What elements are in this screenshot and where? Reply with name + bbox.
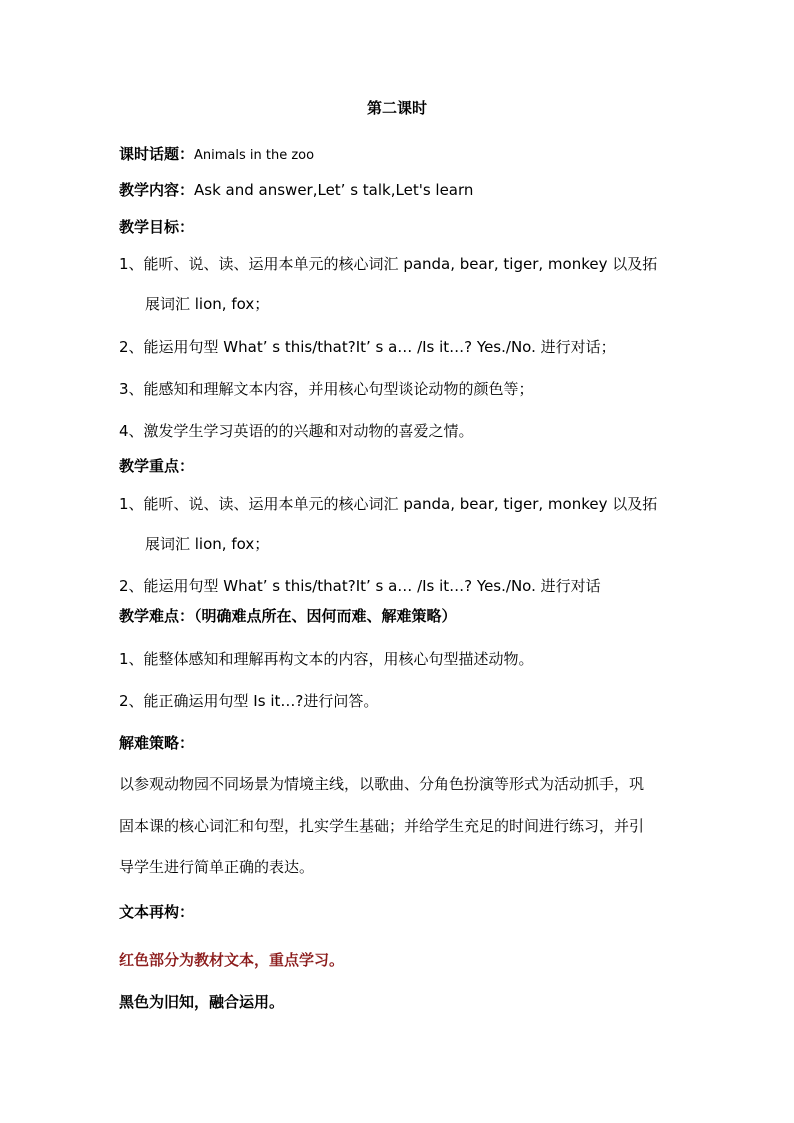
objective-item: 2、能运用句型 What’ s this/that?It’ s a… /Is it…? Yes./No. 进行对话； [119, 338, 616, 356]
strategy-line: 固本课的核心词汇和句型，扎实学生基础；并给学生充足的时间进行练习，并引 [119, 817, 645, 835]
rebuild-red-note: 红色部分为教材文本，重点学习。 [119, 951, 345, 969]
objective-item: 1、能听、说、读、运用本单元的核心词汇 panda, bear, tiger, monkey 以及拓 [119, 255, 658, 273]
strategy-heading: 解难策略： [119, 734, 195, 752]
lesson-title: 第二课时 [366, 99, 427, 117]
content-line [119, 180, 473, 200]
difficulty-item: 1、能整体感知和理解再构文本的内容，用核心句型描述动物。 [119, 650, 534, 668]
strategy-line: 以参观动物园不同场景为情境主线，以歌曲、分角色扮演等形式为活动抓手，巩 [119, 775, 645, 793]
objectives-heading: 教学目标： [119, 218, 195, 236]
difficulties-heading: 教学难点：（明确难点所在、因何而难、解难策略） [119, 607, 457, 625]
topic-value: Animals in the zoo [194, 148, 315, 163]
topic-line [119, 144, 314, 166]
key-point-item: 2、能运用句型 What’ s this/that?It’ s a… /Is it…? Yes./No. 进行对话 [119, 577, 601, 595]
rebuild-black-note: 黑色为旧知，融合运用。 [119, 993, 285, 1011]
key-point-item: 1、能听、说、读、运用本单元的核心词汇 panda, bear, tiger, monkey 以及拓 [119, 495, 658, 513]
key-point-item: 展词汇 lion, fox； [145, 535, 270, 553]
content-value: Ask and answer,Let’ s talk,Let's learn [194, 181, 474, 199]
difficulty-item: 2、能正确运用句型 Is it…?进行问答。 [119, 692, 379, 710]
key-points-heading: 教学重点： [119, 457, 195, 475]
objective-item: 3、能感知和理解文本内容，并用核心句型谈论动物的颜色等； [119, 380, 534, 398]
objective-item: 4、激发学生学习英语的的兴趣和对动物的喜爱之情。 [119, 422, 474, 440]
objective-item: 展词汇 lion, fox； [145, 295, 270, 313]
topic-label: 课时话题： [119, 145, 195, 163]
content-label: 教学内容： [119, 181, 195, 199]
strategy-line: 导学生进行简单正确的表达。 [119, 858, 315, 876]
rebuild-heading: 文本再构： [119, 903, 195, 921]
